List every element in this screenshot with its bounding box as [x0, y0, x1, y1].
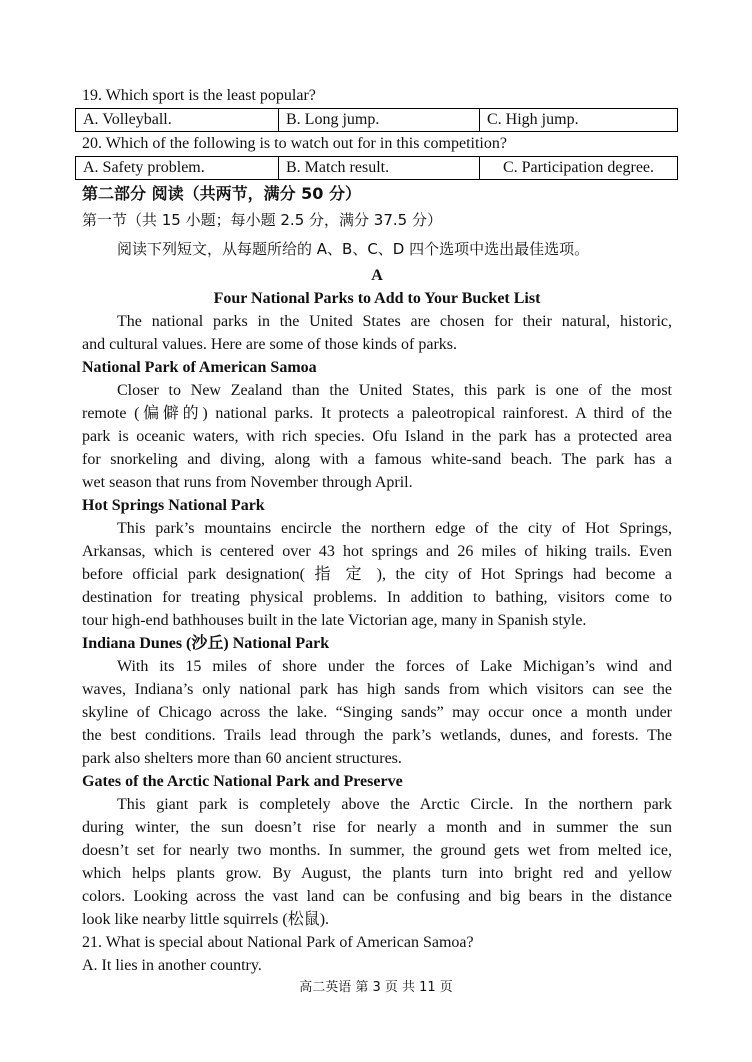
park-text-line: Arkansas, which is centered over 43 hot springs and 26 miles of hiking trails. Even — [82, 543, 672, 560]
park-text-line: doesn’t set for nearly two months. In summer, the ground gets wet from melted ice, — [82, 842, 672, 859]
q20-option-b: B. Match result. — [279, 157, 480, 180]
park-text-line: remote (偏僻的) national parks. It protects a paleotropical rainforest. A third of the — [82, 405, 672, 422]
park-heading-hot-springs: Hot Springs National Park — [82, 497, 265, 514]
park-text-line: before official park designation( 指 定 ), the city of Hot Springs had become a — [82, 566, 672, 583]
q19-options-table — [75, 108, 678, 132]
page-footer: 高二英语 第 3 页 共 11 页 — [299, 980, 453, 995]
park-text-line: wet season that runs from November through April. — [82, 474, 413, 491]
passage-title: Four National Parks to Add to Your Bucket List — [213, 290, 541, 307]
q19-option-c: C. High jump. — [480, 109, 678, 132]
park-text-line: the best conditions. Trails lead through the park’s wetlands, dunes, and forests. The — [82, 727, 672, 744]
park-text-line: tour high-end bathhouses built in the late Victorian age, many in Spanish style. — [82, 612, 587, 629]
subsection-title: 第一节（共 15 小题；每小题 2.5 分，满分 37.5 分） — [82, 211, 442, 229]
park-heading-gates-of-arctic: Gates of the Arctic National Park and Preserve — [82, 773, 403, 790]
park-text-line: park also shelters more than 60 ancient structures. — [82, 750, 402, 767]
q20-options-table — [75, 156, 678, 180]
passage-letter: A — [371, 267, 383, 284]
q20-option-a: A. Safety problem. — [76, 157, 279, 180]
intro-line: The national parks in the United States are chosen for their natural, historic, — [117, 313, 672, 330]
park-text-line: park is oceanic waters, with rich species. Ofu Island in the park has a protected area — [82, 428, 672, 445]
park-heading-indiana-dunes: Indiana Dunes (沙丘) National Park — [82, 635, 330, 652]
park-heading-samoa: National Park of American Samoa — [82, 359, 317, 376]
park-text-line: for snorkeling and diving, along with a famous white-sand beach. The park has a — [82, 451, 672, 468]
q19-option-a: A. Volleyball. — [76, 109, 279, 132]
q19-option-b: B. Long jump. — [279, 109, 480, 132]
park-text-line: With its 15 miles of shore under the forces of Lake Michigan’s wind and — [117, 658, 672, 675]
park-text-line: colors. Looking across the vast land can be confusing and big bears in the distance — [82, 888, 672, 905]
instruction-text: 阅读下列短文，从每题所给的 A、B、C、D 四个选项中选出最佳选项。 — [117, 240, 590, 258]
q20-stem: 20. Which of the following is to watch out for in this competition? — [82, 135, 507, 152]
park-text-line: destination for treating physical problems. In addition to bathing, visitors come to — [82, 589, 672, 606]
park-text-line: look like nearby little squirrels (松鼠). — [82, 911, 330, 928]
intro-line: and cultural values. Here are some of those kinds of parks. — [82, 336, 457, 353]
q21-stem: 21. What is special about National Park of American Samoa? — [82, 934, 474, 951]
park-text-line: skyline of Chicago across the lake. “Singing sands” may occur once a month under — [82, 704, 672, 721]
park-text-line: This giant park is completely above the Arctic Circle. In the northern park — [117, 796, 672, 813]
part-title: 第二部分 阅读（共两节，满分 50 分） — [82, 184, 361, 203]
park-text-line: waves, Indiana’s only national park has high sands from which visitors can see the — [82, 681, 672, 698]
park-text-line: This park’s mountains encircle the northern edge of the city of Hot Springs, — [117, 520, 672, 537]
park-text-line: which helps plants grow. By August, the plants turn into bright red and yellow — [82, 865, 672, 882]
park-text-line: Closer to New Zealand than the United States, this park is one of the most — [117, 382, 672, 399]
park-text-line: during winter, the sun doesn’t rise for nearly a month and in summer the sun — [82, 819, 672, 836]
q21-option-a: A. It lies in another country. — [82, 957, 262, 974]
q19-stem: 19. Which sport is the least popular? — [82, 87, 316, 104]
q20-option-c: C. Participation degree. — [480, 157, 678, 180]
